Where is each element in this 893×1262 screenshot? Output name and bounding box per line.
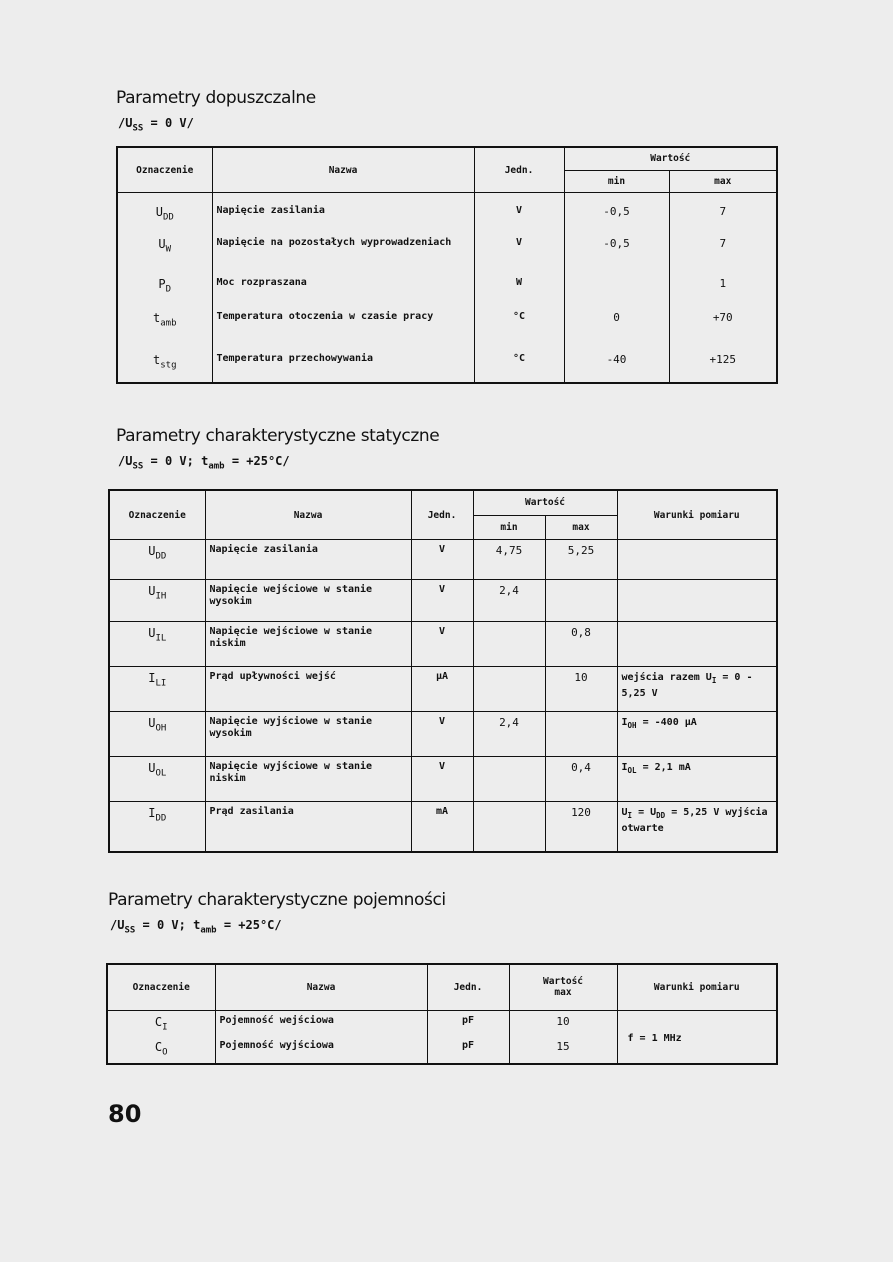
- header-max: max: [554, 987, 572, 999]
- header-min: min: [473, 515, 545, 539]
- cell-max: 10: [545, 667, 617, 712]
- cell-max: 15: [509, 1036, 617, 1064]
- section-title: Parametry charakterystyczne statyczne: [116, 426, 440, 446]
- cell-name: Napięcie na pozostałych wyprowadzeniach: [212, 233, 474, 273]
- cell-name: Napięcie wyjściowe w stanie wysokim: [205, 712, 411, 757]
- cell-unit: pF: [427, 1036, 509, 1064]
- cell-symbol: $C_I$: [107, 1010, 215, 1036]
- table-row: [117, 273, 777, 307]
- cell-conditions: wejścia razem $U_I = 0 - 5,25$ V: [617, 667, 777, 712]
- header-name: Nazwa: [205, 490, 411, 540]
- table-row: [117, 233, 777, 273]
- cell-symbol: $t_{amb}$: [117, 307, 212, 349]
- header-max: max: [669, 170, 777, 192]
- table-capacitance: [106, 963, 778, 1065]
- table-row: [109, 802, 777, 852]
- cell-name: Napięcie wyjściowe w stanie niskim: [205, 757, 411, 802]
- cell-symbol: $t_{stg}$: [117, 349, 212, 383]
- cell-symbol: $I_{LI}$: [109, 667, 205, 712]
- cell-max: [545, 580, 617, 622]
- table-row: [109, 580, 777, 622]
- section-conditions: $/U_{SS} = 0$ V; $t_{amb} = +25^\circ C/$: [118, 454, 290, 472]
- cell-symbol: $I_{DD}$: [109, 802, 205, 852]
- cell-unit: °C: [474, 349, 564, 383]
- header-max: max: [545, 515, 617, 539]
- cell-max: [545, 712, 617, 757]
- cell-name: Temperatura przechowywania: [212, 349, 474, 383]
- cell-max: +70: [669, 307, 777, 349]
- cell-conditions: $I_{OH} = -400$ µA: [617, 712, 777, 757]
- cell-unit: W: [474, 273, 564, 307]
- cell-symbol: $U_{DD}$: [117, 193, 212, 233]
- cell-unit: mA: [411, 802, 473, 852]
- cell-max: 5,25: [545, 540, 617, 580]
- table-row: [109, 712, 777, 757]
- table-row: [107, 1010, 777, 1036]
- cell-unit: V: [411, 622, 473, 667]
- header-symbol: Oznaczenie: [117, 147, 212, 193]
- cell-name: Pojemność wyjściowa: [215, 1036, 427, 1064]
- header-unit: Jedn.: [474, 147, 564, 193]
- table-row: [109, 622, 777, 667]
- cell-min: -40: [564, 349, 669, 383]
- cell-min: -0,5: [564, 233, 669, 273]
- cell-unit: V: [474, 233, 564, 273]
- cell-conditions: [617, 622, 777, 667]
- header-value: Wartość: [473, 490, 617, 515]
- cell-min: 0: [564, 307, 669, 349]
- cell-conditions: [617, 540, 777, 580]
- header-value: [509, 964, 617, 1010]
- cell-min: [473, 757, 545, 802]
- section-title: Parametry charakterystyczne pojemności: [108, 890, 446, 910]
- cell-unit: °C: [474, 307, 564, 349]
- table-row: [109, 540, 777, 580]
- cell-max: 10: [509, 1010, 617, 1036]
- cell-min: [564, 273, 669, 307]
- header-symbol: Oznaczenie: [109, 490, 205, 540]
- cell-min: 2,4: [473, 712, 545, 757]
- cell-symbol: $U_{OH}$: [109, 712, 205, 757]
- table-row: [109, 667, 777, 712]
- cell-symbol: $P_D$: [117, 273, 212, 307]
- cell-symbol: $C_O$: [107, 1036, 215, 1064]
- cell-max: 120: [545, 802, 617, 852]
- page-number: 80: [108, 1100, 142, 1128]
- cell-conditions: $U_I = U_{DD} = 5,25$ V wyjścia otwarte: [617, 802, 777, 852]
- cell-conditions: f = 1 MHz: [617, 1010, 777, 1064]
- cell-max: 7: [669, 233, 777, 273]
- cell-name: Temperatura otoczenia w czasie pracy: [212, 307, 474, 349]
- table-static-characteristics: [108, 489, 778, 853]
- header-name: Nazwa: [215, 964, 427, 1010]
- cell-unit: V: [411, 757, 473, 802]
- cell-min: [473, 622, 545, 667]
- cell-symbol: $U_W$: [117, 233, 212, 273]
- cell-unit: V: [411, 580, 473, 622]
- table-row: [109, 757, 777, 802]
- cell-conditions: $I_{OL} = 2,1$ mA: [617, 757, 777, 802]
- cell-symbol: $U_{DD}$: [109, 540, 205, 580]
- header-conditions: Warunki pomiaru: [617, 490, 777, 540]
- header-value: Wartość: [564, 147, 777, 170]
- cell-max: +125: [669, 349, 777, 383]
- cell-max: 7: [669, 193, 777, 233]
- cell-unit: pF: [427, 1010, 509, 1036]
- section-conditions: $/U_{SS} = 0$ V; $t_{amb} = +25^\circ C/$: [110, 918, 282, 936]
- header-unit: Jedn.: [411, 490, 473, 540]
- cell-min: [473, 802, 545, 852]
- table-absolute-ratings: [116, 146, 778, 384]
- cell-symbol: $U_{IH}$: [109, 580, 205, 622]
- header-symbol: Oznaczenie: [107, 964, 215, 1010]
- header-value-label: Wartość: [542, 976, 584, 988]
- cell-min: 4,75: [473, 540, 545, 580]
- cell-name: Napięcie zasilania: [212, 193, 474, 233]
- cell-unit: V: [411, 712, 473, 757]
- cell-min: -0,5: [564, 193, 669, 233]
- cell-conditions: [617, 580, 777, 622]
- table-row: [117, 349, 777, 383]
- cell-name: Moc rozpraszana: [212, 273, 474, 307]
- section-conditions: $/U_{SS} = 0$ V/: [118, 116, 194, 134]
- cell-min: [473, 667, 545, 712]
- section-title: Parametry dopuszczalne: [116, 88, 316, 108]
- cell-name: Napięcie wejściowe w stanie wysokim: [205, 580, 411, 622]
- header-name: Nazwa: [212, 147, 474, 193]
- cell-unit: V: [474, 193, 564, 233]
- cell-name: Prąd zasilania: [205, 802, 411, 852]
- cell-name: Pojemność wejściowa: [215, 1010, 427, 1036]
- table-row: [117, 193, 777, 233]
- cell-max: 0,4: [545, 757, 617, 802]
- header-unit: Jedn.: [427, 964, 509, 1010]
- header-conditions: Warunki pomiaru: [617, 964, 777, 1010]
- cell-symbol: $U_{IL}$: [109, 622, 205, 667]
- cell-unit: V: [411, 540, 473, 580]
- cell-unit: µA: [411, 667, 473, 712]
- cell-symbol: $U_{OL}$: [109, 757, 205, 802]
- cell-max: 1: [669, 273, 777, 307]
- cell-name: Prąd upływności wejść: [205, 667, 411, 712]
- table-row: [117, 307, 777, 349]
- cell-name: Napięcie zasilania: [205, 540, 411, 580]
- cell-name: Napięcie wejściowe w stanie niskim: [205, 622, 411, 667]
- cell-min: 2,4: [473, 580, 545, 622]
- header-min: min: [564, 170, 669, 192]
- cell-max: 0,8: [545, 622, 617, 667]
